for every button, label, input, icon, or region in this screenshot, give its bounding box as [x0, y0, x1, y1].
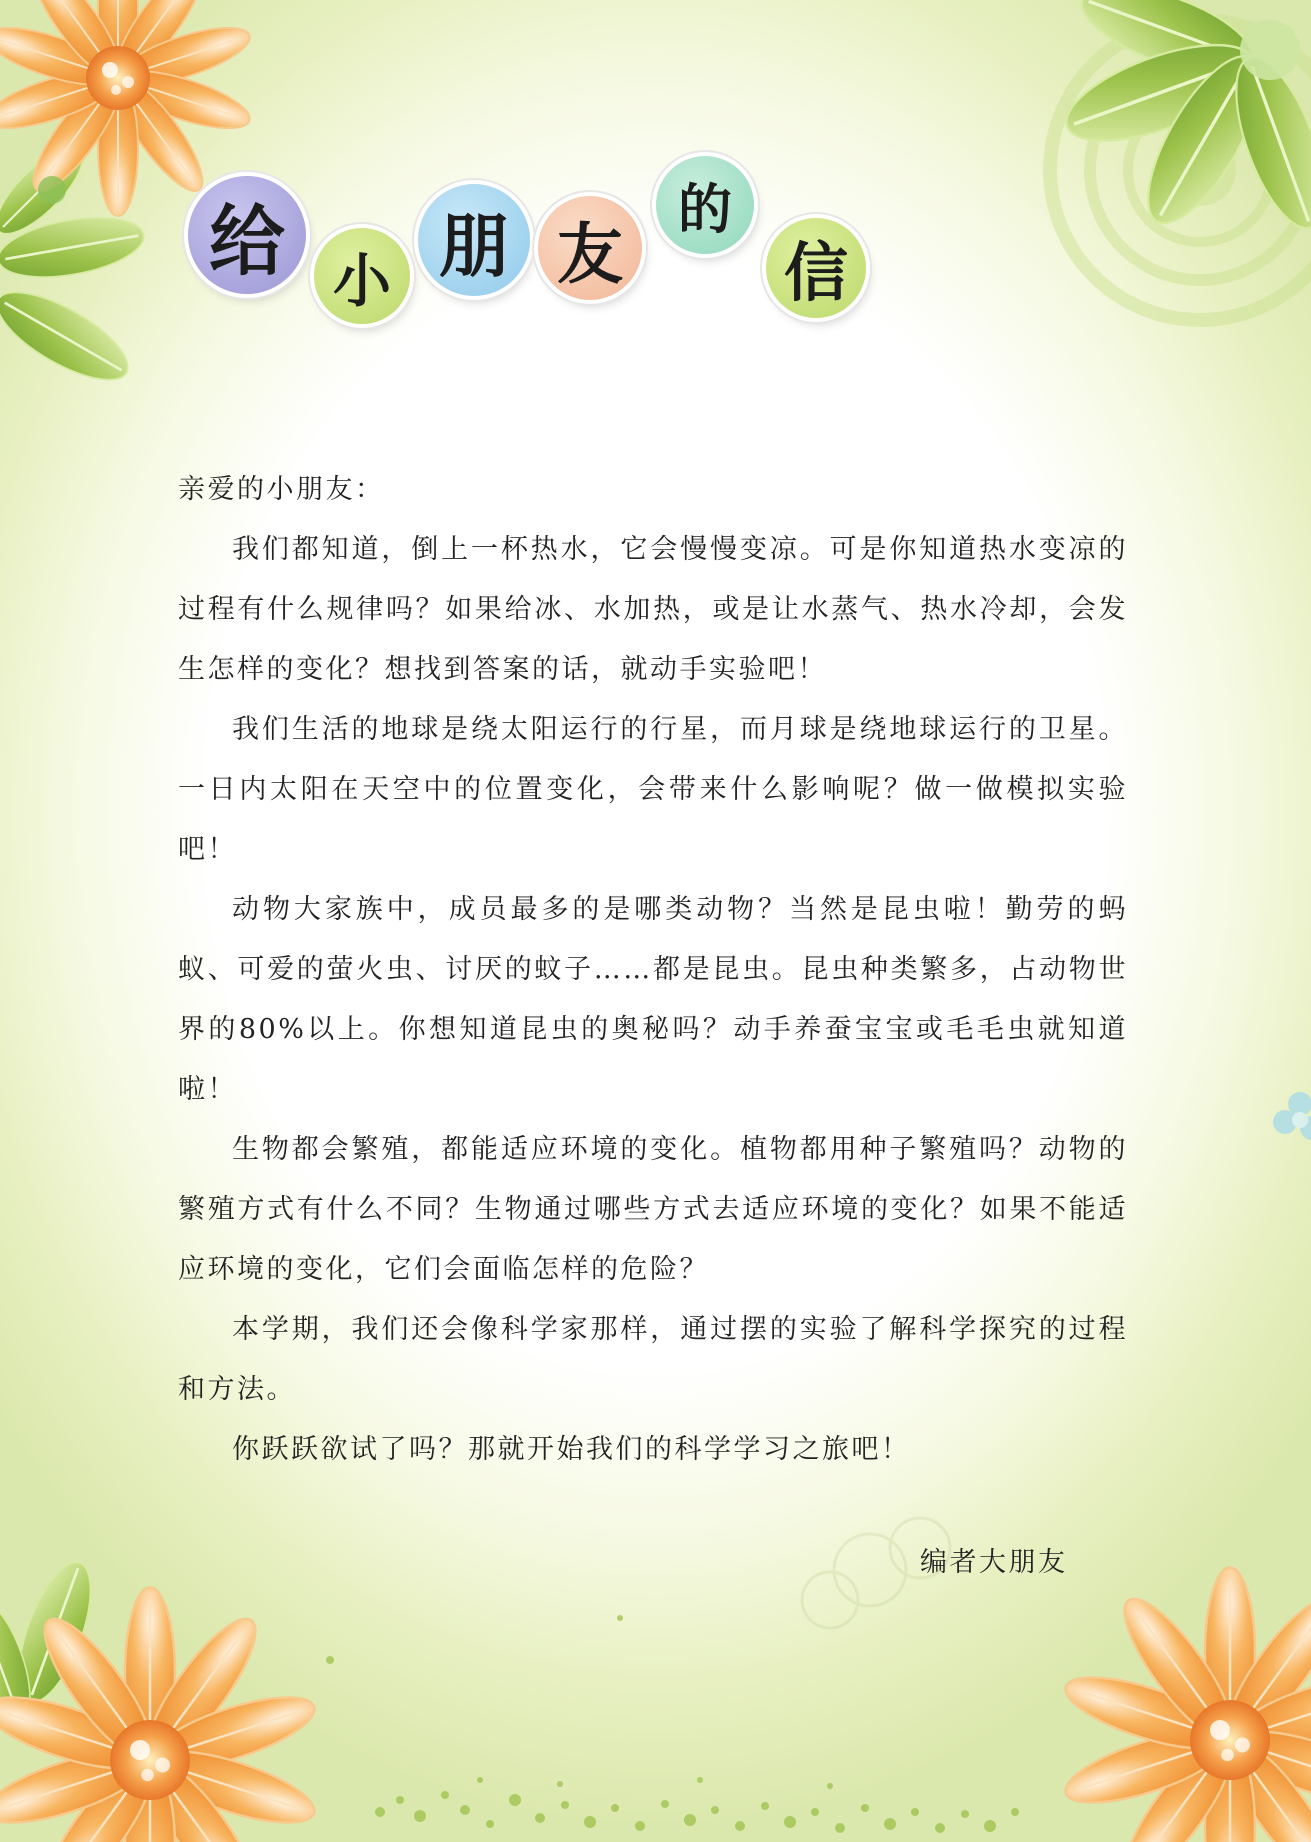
- letter-paragraph: 动物大家族中，成员最多的是哪类动物？当然是昆虫啦！勤劳的蚂蚁、可爱的萤火虫、讨厌的蚊子……都是昆虫。昆虫种类繁多，占动物世界的80%以上。你想知道昆虫的奥秘吗？动手养蚕宝宝或毛毛虫就知道啦！: [178, 894, 1128, 1105]
- title-char-bubble: 小: [314, 228, 410, 324]
- title-char-bubble: 友: [538, 196, 642, 300]
- title-char-bubble: 朋: [418, 184, 530, 296]
- letter-greeting: 亲爱的小朋友：: [178, 474, 385, 505]
- letter-signature: 编者大朋友: [920, 1547, 1068, 1578]
- title-char-bubble: 的: [656, 156, 754, 254]
- orange-flower-icon: [1058, 1568, 1311, 1842]
- letter-paragraph: 本学期，我们还会像科学家那样，通过摆的实验了解科学探究的过程和方法。: [178, 1314, 1128, 1405]
- letter-paragraph: 我们生活的地球是绕太阳运行的行星，而月球是绕地球运行的卫星。一日内太阳在天空中的位置变化，会带来什么影响呢？做一做模拟实验吧！: [178, 714, 1128, 865]
- letter-title: [0, 0, 1311, 340]
- letter-paragraph: 你跃跃欲试了吗？那就开始我们的科学学习之旅吧！: [232, 1434, 911, 1465]
- title-char-bubble: 信: [766, 218, 866, 318]
- title-char-bubble: 给: [188, 176, 306, 294]
- orange-flower-icon: [0, 1588, 322, 1842]
- dots-icon: [326, 1615, 1019, 1833]
- letter-paragraph: 我们都知道，倒上一杯热水，它会慢慢变凉。可是你知道热水变凉的过程有什么规律吗？如果给冰、水加热，或是让水蒸气、热水冷却，会发生怎样的变化？想找到答案的话，就动手实验吧！: [178, 534, 1128, 685]
- letter-body: [178, 460, 1128, 1480]
- letter-paragraph: 生物都会繁殖，都能适应环境的变化。植物都用种子繁殖吗？动物的繁殖方式有什么不同？生物通过哪些方式去适应环境的变化？如果不能适应环境的变化，它们会面临怎样的危险？: [178, 1134, 1128, 1285]
